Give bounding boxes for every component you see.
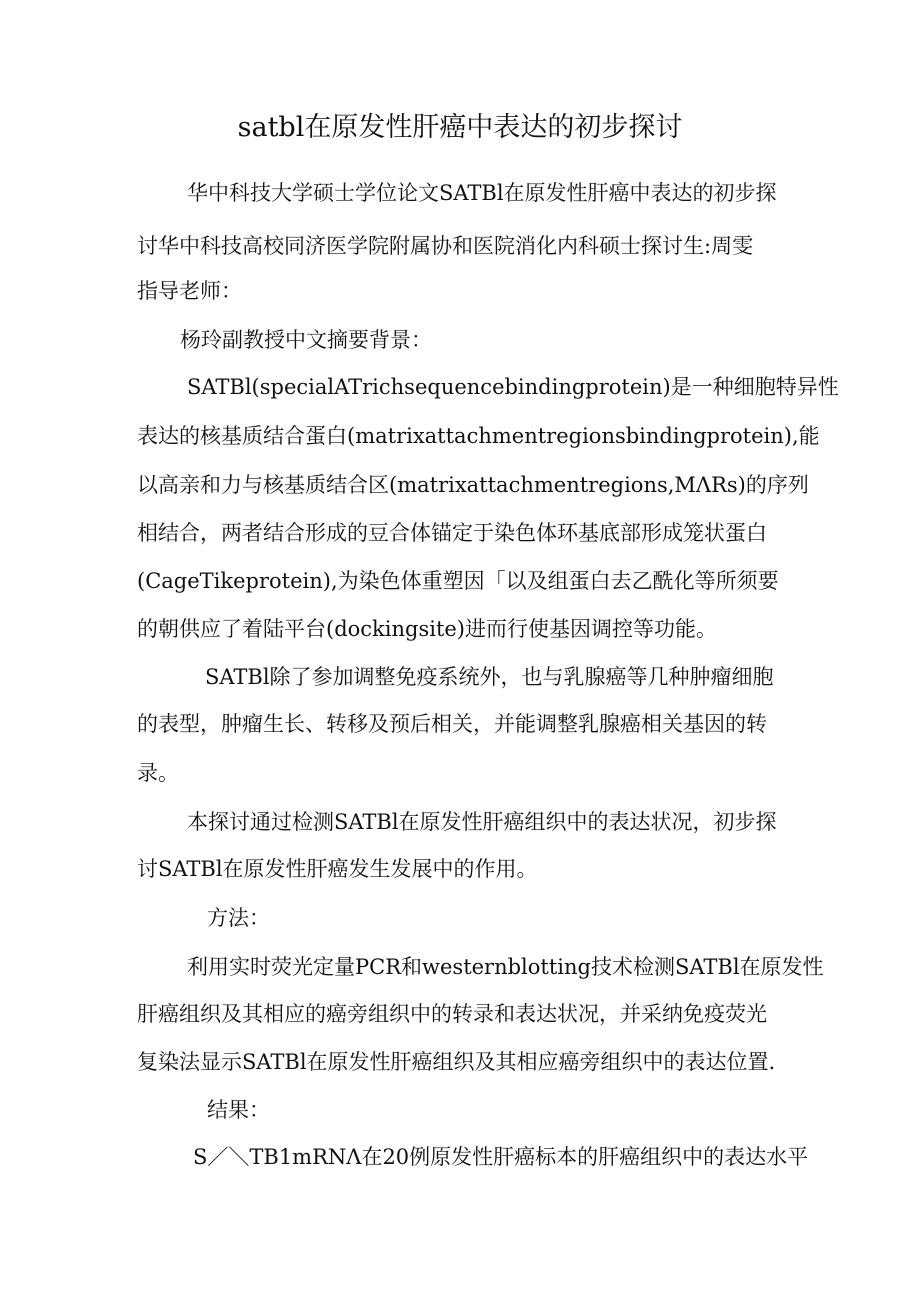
paragraph-line: 相结合，两者结合形成的豆合体锚定于染色体环基底部形成笼状蛋白 bbox=[137, 521, 767, 545]
paragraph-line: 录。 bbox=[137, 761, 179, 785]
paragraph-line: 的朝供应了着陆平台(dockingsite)进而行使基因调控等功能。 bbox=[137, 617, 717, 641]
paragraph-line: 指导老师： bbox=[137, 279, 242, 303]
paragraph-line: SATBl(specialATrichsequencebindingprotein)是一种细胞特异性 bbox=[187, 375, 839, 399]
paragraph-line: 杨玲副教授中文摘要背景： bbox=[180, 328, 432, 352]
paragraph-line: 的表型，肿瘤生长、转移及预后相关，并能调整乳腺癌相关基因的转 bbox=[137, 712, 767, 736]
paragraph-line: SATBl除了参加调整免疫系统外，也与乳腺癌等几种肿瘤细胞 bbox=[205, 665, 774, 689]
paragraph-line: 肝癌组织及其相应的癌旁组织中的转录和表达状况，并采纳免疫荧光 bbox=[137, 1002, 767, 1026]
paragraph-line: 讨华中科技高校同济医学院附属协和医院消化内科硕士探讨生:周雯 bbox=[137, 234, 754, 258]
paragraph-line: 复染法显示SATBl在原发性肝癌组织及其相应癌旁组织中的表达位置. bbox=[137, 1050, 776, 1074]
paragraph-line: 讨SATBl在原发性肝癌发生发展中的作用。 bbox=[137, 857, 538, 881]
paragraph-line: 表达的核基质结合蛋白(matrixattachmentregionsbindingprotein),能 bbox=[137, 424, 820, 448]
paragraph-line: 利用实时荧光定量PCR和westernblotting技术检测SATBl在原发性 bbox=[187, 955, 824, 979]
paragraph-line: (CageTikeprotein),为染色体重塑因「以及组蛋白去乙酰化等所须要 bbox=[137, 569, 779, 593]
document-title: satbl在原发性肝癌中表达的初步探讨 bbox=[237, 112, 683, 143]
paragraph-line: 华中科技大学硕士学位论文SATBl在原发性肝癌中表达的初步探 bbox=[187, 181, 777, 205]
section-heading: 结果： bbox=[207, 1098, 270, 1122]
section-heading: 方法： bbox=[207, 906, 270, 930]
paragraph-line: 本探讨通过检测SATBl在原发性肝癌组织中的表达状况，初步探 bbox=[187, 810, 777, 834]
paragraph-line: 以高亲和力与核基质结合区(matrixattachmentregions,MΛRs)的序列 bbox=[137, 473, 809, 497]
paragraph-line: S／＼TB1mRNΛ在20例原发性肝癌标本的肝癌组织中的表达水平 bbox=[193, 1145, 809, 1169]
